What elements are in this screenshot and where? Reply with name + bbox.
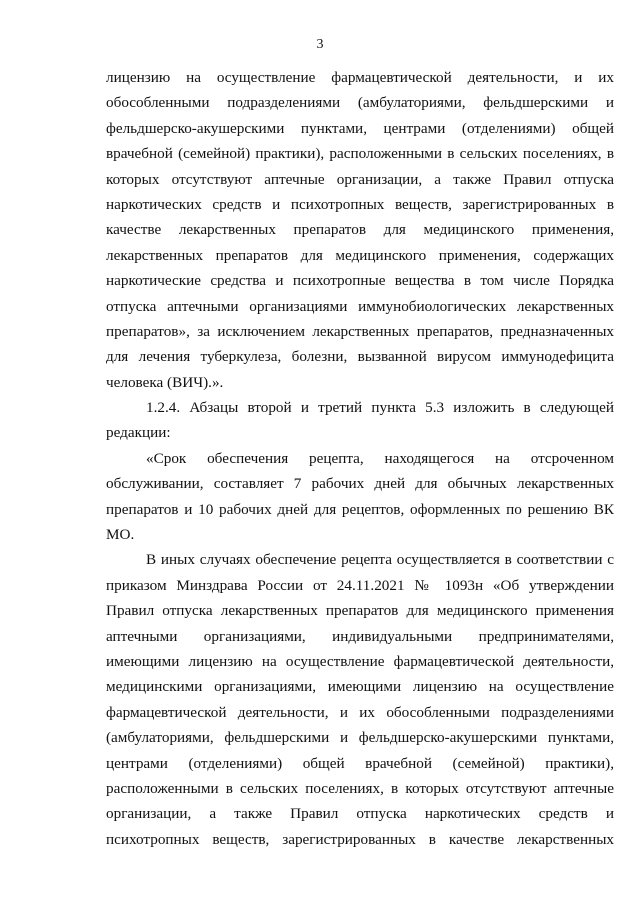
text-line: МО. [106, 526, 135, 544]
text-line: лекарственных препаратов для медицинского применения, содержащих [106, 246, 614, 264]
text-line: психотропных веществ, зарегистрированных в качестве лекарственных [106, 830, 614, 848]
text-line: «Срок обеспечения рецепта, находящегося на отсроченном [146, 449, 614, 467]
text-line: 1.2.4. Абзацы второй и третий пункта 5.3 изложить в следующей [146, 399, 614, 417]
document-body [106, 65, 614, 852]
page-number: 3 [316, 37, 324, 52]
text-line: (амбулаториями, фельдшерскими и фельдшерско-акушерскими пунктами, [106, 729, 614, 747]
text-line: организации, а также Правил отпуска наркотических средств и [106, 805, 614, 823]
text-line: расположенными в сельских поселениях, в которых отсутствуют аптечные [106, 779, 614, 797]
text-line: которых отсутствуют аптечные организации, а также Правил отпуска [106, 170, 614, 188]
text-line: В иных случаях обеспечение рецепта осуществляется в соответствии с [146, 551, 614, 569]
text-line: для лечения туберкулеза, болезни, вызванной вирусом иммунодефицита [106, 348, 614, 366]
text-line: врачебной (семейной) практики), расположенными в сельских поселениях, в [106, 145, 614, 163]
text-line: качестве лекарственных препаратов для медицинского применения, [106, 221, 614, 239]
text-line: медицинскими организациями, имеющими лицензию на осуществление [106, 678, 614, 696]
text-line: отпуска аптечными организациями иммунобиологических лекарственных [106, 297, 614, 315]
text-line: центрами (отделениями) общей врачебной (семейной) практики), [106, 754, 614, 772]
text-line: редакции: [106, 424, 171, 442]
text-line: обособленными подразделениями (амбулаториями, фельдшерскими и [106, 94, 614, 112]
text-line: фельдшерско-акушерскими пунктами, центрами (отделениями) общей [106, 119, 614, 137]
text-line: приказом Минздрава России от 24.11.2021 № 1093н «Об утверждении [106, 576, 614, 594]
text-line: Правил отпуска лекарственных препаратов для медицинского применения [106, 602, 614, 620]
text-line: обслуживании, составляет 7 рабочих дней для обычных лекарственных [106, 475, 614, 493]
text-line: человека (ВИЧ).». [106, 373, 224, 391]
text-line: наркотических средств и психотропных веществ, зарегистрированных в [106, 195, 614, 213]
text-line: препаратов и 10 рабочих дней для рецептов, оформленных по решению ВК [106, 500, 614, 518]
text-line: имеющими лицензию на осуществление фармацевтической деятельности, [106, 652, 614, 670]
text-line: наркотические средства и психотропные вещества в том числе Порядка [106, 272, 614, 290]
text-line: лицензию на осуществление фармацевтической деятельности, и их [106, 69, 614, 86]
text-line: препаратов», за исключением лекарственных препаратов, предназначенных [106, 322, 614, 340]
text-line: аптечными организациями, индивидуальными предпринимателями, [106, 627, 614, 645]
text-line: фармацевтической деятельности, и их обособленными подразделениями [106, 703, 614, 721]
